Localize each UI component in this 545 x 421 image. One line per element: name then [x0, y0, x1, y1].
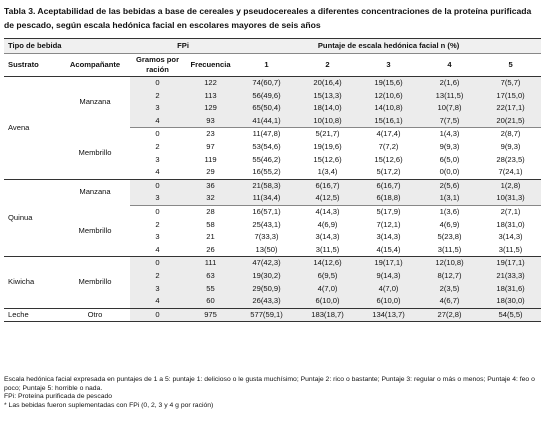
- cell-puntaje-4: 5(23,8): [437, 232, 462, 242]
- cell-puntaje-5: 2(8,7): [480, 128, 541, 141]
- cell-gramos: 0: [130, 128, 185, 141]
- cell-gramos: 0: [130, 257, 185, 270]
- table-row: [4, 257, 541, 270]
- cell-gramos: 0: [130, 77, 185, 90]
- cell-puntaje-1: 29(50,9): [236, 283, 297, 296]
- header-p2: 2: [297, 54, 358, 77]
- cell-puntaje-4: 7(7,5): [419, 115, 480, 128]
- cell-acompanante: Manzana: [60, 179, 130, 205]
- cell-puntaje-2: 1(3,4): [317, 167, 338, 177]
- cell-puntaje-4: 4(6,7): [419, 295, 480, 308]
- cell-puntaje-5: 18(31,6): [480, 283, 541, 296]
- header-puntaje: Puntaje de escala hedónica facial n (%): [236, 39, 541, 54]
- cell-puntaje-1: 16(57,1): [236, 205, 297, 218]
- cell-puntaje-5: 2(7,1): [480, 205, 541, 218]
- header-fpi: FPi: [130, 39, 236, 54]
- cell-puntaje-1: 41(44,1): [236, 115, 297, 128]
- cell-puntaje-2: 5(21,7): [297, 128, 358, 141]
- cell-puntaje-3: 4(17,4): [358, 128, 419, 141]
- cell-puntaje-3: 7(12,1): [376, 219, 401, 229]
- table-row: [4, 77, 541, 90]
- cell-puntaje-2: 19(19,6): [313, 141, 342, 151]
- note-fpi: FPi: Proteína purificada de pescado: [4, 393, 113, 401]
- cell-puntaje-2: 15(12,6): [313, 154, 342, 164]
- cell-frecuencia: 97: [206, 141, 215, 151]
- cell-gramos: 2: [155, 141, 160, 151]
- cell-puntaje-1: 19(30,2): [236, 270, 297, 283]
- header-row-2: [4, 54, 541, 77]
- header-p5: 5: [480, 54, 541, 77]
- cell-frecuencia: 29: [206, 167, 215, 177]
- cell-puntaje-1: 11(47,8): [236, 128, 297, 141]
- cell-frecuencia: 21: [206, 232, 215, 242]
- cell-puntaje-5: 3(14,3): [498, 232, 523, 242]
- cell-acompanante: Membrillo: [60, 128, 130, 179]
- cell-puntaje-2: 4(14,3): [297, 205, 358, 218]
- cell-puntaje-4: 4(6,9): [439, 219, 460, 229]
- header-sustrato: Sustrato: [4, 54, 60, 77]
- cell-puntaje-3: 9(14,3): [358, 270, 419, 283]
- cell-puntaje-3: 3(14,3): [376, 232, 401, 242]
- cell-puntaje-4: 13(11,5): [419, 90, 480, 103]
- cell-acompanante: Membrillo: [60, 257, 130, 308]
- cell-gramos: 3: [130, 102, 185, 115]
- cell-puntaje-3: 19(15,6): [358, 77, 419, 90]
- cell-puntaje-4: 6(5,0): [439, 154, 460, 164]
- cell-puntaje-2: 6(16,7): [297, 179, 358, 192]
- cell-puntaje-5: 9(9,3): [500, 141, 521, 151]
- header-p1: 1: [236, 54, 297, 77]
- cell-puntaje-1: 56(49,6): [236, 90, 297, 103]
- cell-sustrato: Quinua: [4, 179, 60, 257]
- cell-gramos: 3: [155, 154, 160, 164]
- cell-puntaje-3: 15(16,1): [358, 115, 419, 128]
- cell-puntaje-4: 0(0,0): [439, 167, 460, 177]
- cell-puntaje-2: 15(13,3): [297, 90, 358, 103]
- cell-acompanante: Otro: [60, 308, 130, 322]
- table-row: [4, 128, 541, 141]
- cell-frecuencia: 93: [185, 115, 236, 128]
- cell-gramos: 3: [130, 192, 185, 205]
- cell-puntaje-4: 27(2,8): [419, 308, 480, 322]
- table-row: [4, 179, 541, 192]
- cell-frecuencia: 119: [204, 154, 217, 164]
- cell-frecuencia: 26: [206, 244, 215, 254]
- cell-puntaje-3: 7(7,2): [378, 141, 399, 151]
- cell-puntaje-1: 55(46,2): [252, 154, 281, 164]
- cell-puntaje-2: 18(14,0): [297, 102, 358, 115]
- cell-puntaje-1: 26(43,3): [236, 295, 297, 308]
- cell-puntaje-1: 21(58,3): [236, 179, 297, 192]
- cell-puntaje-3: 19(17,1): [358, 257, 419, 270]
- cell-sustrato: Leche: [4, 308, 60, 322]
- cell-sustrato: Avena: [4, 77, 60, 180]
- cell-puntaje-1: 74(60,7): [236, 77, 297, 90]
- cell-frecuencia: 60: [185, 295, 236, 308]
- header-tipo-bebida: Tipo de bebida: [4, 39, 130, 54]
- cell-gramos: 2: [155, 219, 160, 229]
- cell-puntaje-1: 47(42,3): [236, 257, 297, 270]
- header-p4: 4: [419, 54, 480, 77]
- cell-puntaje-3: 5(17,9): [358, 205, 419, 218]
- header-gramos: Gramos por ración: [130, 54, 185, 77]
- cell-puntaje-2: 183(18,7): [297, 308, 358, 322]
- cell-gramos: 4: [130, 295, 185, 308]
- cell-frecuencia: 129: [185, 102, 236, 115]
- cell-puntaje-4: 1(4,3): [419, 128, 480, 141]
- cell-puntaje-5: 19(17,1): [480, 257, 541, 270]
- cell-puntaje-2: 4(12,5): [297, 192, 358, 205]
- cell-gramos: 4: [155, 167, 160, 177]
- cell-puntaje-4: 2(5,6): [419, 179, 480, 192]
- cell-frecuencia: 28: [185, 205, 236, 218]
- cell-gramos: 0: [130, 179, 185, 192]
- cell-puntaje-2: 14(12,6): [297, 257, 358, 270]
- cell-gramos: 4: [130, 115, 185, 128]
- cell-puntaje-5: 20(21,5): [480, 115, 541, 128]
- cell-puntaje-2: 10(10,8): [297, 115, 358, 128]
- cell-gramos: 2: [130, 270, 185, 283]
- cell-puntaje-2: 6(9,5): [297, 270, 358, 283]
- cell-frecuencia: 58: [206, 219, 215, 229]
- cell-puntaje-4: 1(3,1): [419, 192, 480, 205]
- cell-puntaje-1: 65(50,4): [236, 102, 297, 115]
- cell-puntaje-3: 4(15,4): [376, 244, 401, 254]
- cell-puntaje-4: 8(12,7): [419, 270, 480, 283]
- cell-puntaje-5: 22(17,1): [480, 102, 541, 115]
- note-supplement: * Las bebidas fueron suplementadas con FPi (0, 2, 3 y 4 g por ración): [4, 401, 214, 409]
- table-title: Tabla 3. Aceptabilidad de las bebidas a base de cereales y pseudocereales a diferentes concentraciones de la proteína purificada de pescado, según escala hedónica facial en escolares mayores de seis años: [4, 6, 532, 30]
- cell-puntaje-5: 28(23,5): [496, 154, 525, 164]
- cell-puntaje-3: 15(12,6): [374, 154, 403, 164]
- header-p3: 3: [358, 54, 419, 77]
- cell-gramos: 0: [130, 308, 185, 322]
- cell-puntaje-5: 3(11,5): [498, 244, 523, 254]
- cell-puntaje-4: 9(9,3): [439, 141, 460, 151]
- header-acompanante: Acompañante: [60, 54, 130, 77]
- cell-puntaje-1: 25(43,1): [252, 219, 281, 229]
- cell-puntaje-1: 16(55,2): [252, 167, 281, 177]
- cell-puntaje-2: 3(11,5): [315, 244, 340, 254]
- cell-puntaje-3: 6(16,7): [358, 179, 419, 192]
- cell-puntaje-1: 11(34,4): [236, 192, 297, 205]
- cell-puntaje-5: 10(31,3): [480, 192, 541, 205]
- cell-puntaje-5: 18(30,0): [480, 295, 541, 308]
- cell-puntaje-4: 2(3,5): [419, 283, 480, 296]
- cell-puntaje-4: 3(11,5): [437, 244, 462, 254]
- cell-puntaje-2: 4(7,0): [297, 283, 358, 296]
- cell-frecuencia: 36: [185, 179, 236, 192]
- cell-gramos: 2: [130, 90, 185, 103]
- cell-puntaje-5: 7(24,1): [498, 167, 523, 177]
- cell-puntaje-5: 17(15,0): [480, 90, 541, 103]
- cell-gramos: 3: [155, 232, 160, 242]
- cell-acompanante: Manzana: [60, 77, 130, 128]
- cell-puntaje-1: 13(50): [255, 244, 278, 254]
- cell-frecuencia: 23: [185, 128, 236, 141]
- header-row-1: [4, 39, 541, 54]
- cell-frecuencia: 55: [185, 283, 236, 296]
- cell-frecuencia: 975: [185, 308, 236, 322]
- cell-puntaje-3: 14(10,8): [358, 102, 419, 115]
- table-row: [4, 308, 541, 322]
- header-frecuencia: Frecuencia: [185, 54, 236, 77]
- cell-puntaje-2: 20(16,4): [297, 77, 358, 90]
- cell-puntaje-5: 54(5,5): [480, 308, 541, 322]
- table-notes: [4, 376, 541, 410]
- cell-puntaje-5: 7(5,7): [480, 77, 541, 90]
- table-row: [4, 205, 541, 218]
- note-scale: Escala hedónica facial expresada en puntajes de 1 a 5: puntaje 1: delicioso o le gusta muchísimo; Puntaje 2: rico o bastante; Puntaje 3: regular o más o menos; Puntaje 4: feo o poco; Puntaje 5: horrible o nada.: [4, 376, 535, 392]
- cell-puntaje-3: 6(18,8): [358, 192, 419, 205]
- cell-puntaje-2: 6(10,0): [297, 295, 358, 308]
- cell-puntaje-3: 134(13,7): [358, 308, 419, 322]
- cell-sustrato: Kiwicha: [4, 257, 60, 308]
- table-body: [4, 77, 541, 322]
- cell-puntaje-3: 6(10,0): [358, 295, 419, 308]
- cell-puntaje-3: 12(10,6): [358, 90, 419, 103]
- cell-frecuencia: 111: [185, 257, 236, 270]
- cell-frecuencia: 32: [185, 192, 236, 205]
- cell-gramos: 0: [130, 205, 185, 218]
- acceptability-table: [4, 38, 541, 322]
- cell-puntaje-4: 1(3,6): [419, 205, 480, 218]
- cell-puntaje-3: 5(17,2): [376, 167, 401, 177]
- cell-puntaje-1: 7(33,3): [254, 232, 279, 242]
- cell-puntaje-5: 21(33,3): [480, 270, 541, 283]
- cell-puntaje-1: 577(59,1): [236, 308, 297, 322]
- cell-puntaje-2: 3(14,3): [315, 232, 340, 242]
- cell-acompanante: Membrillo: [60, 205, 130, 256]
- cell-frecuencia: 113: [185, 90, 236, 103]
- cell-frecuencia: 63: [185, 270, 236, 283]
- cell-frecuencia: 122: [185, 77, 236, 90]
- cell-puntaje-4: 2(1,6): [419, 77, 480, 90]
- cell-puntaje-5: 18(31,0): [496, 219, 525, 229]
- cell-gramos: 3: [130, 283, 185, 296]
- cell-puntaje-4: 10(7,8): [419, 102, 480, 115]
- cell-puntaje-1: 53(54,6): [252, 141, 281, 151]
- cell-puntaje-3: 4(7,0): [358, 283, 419, 296]
- cell-puntaje-4: 12(10,8): [419, 257, 480, 270]
- cell-puntaje-5: 1(2,8): [480, 179, 541, 192]
- cell-puntaje-2: 4(6,9): [317, 219, 338, 229]
- cell-gramos: 4: [155, 244, 160, 254]
